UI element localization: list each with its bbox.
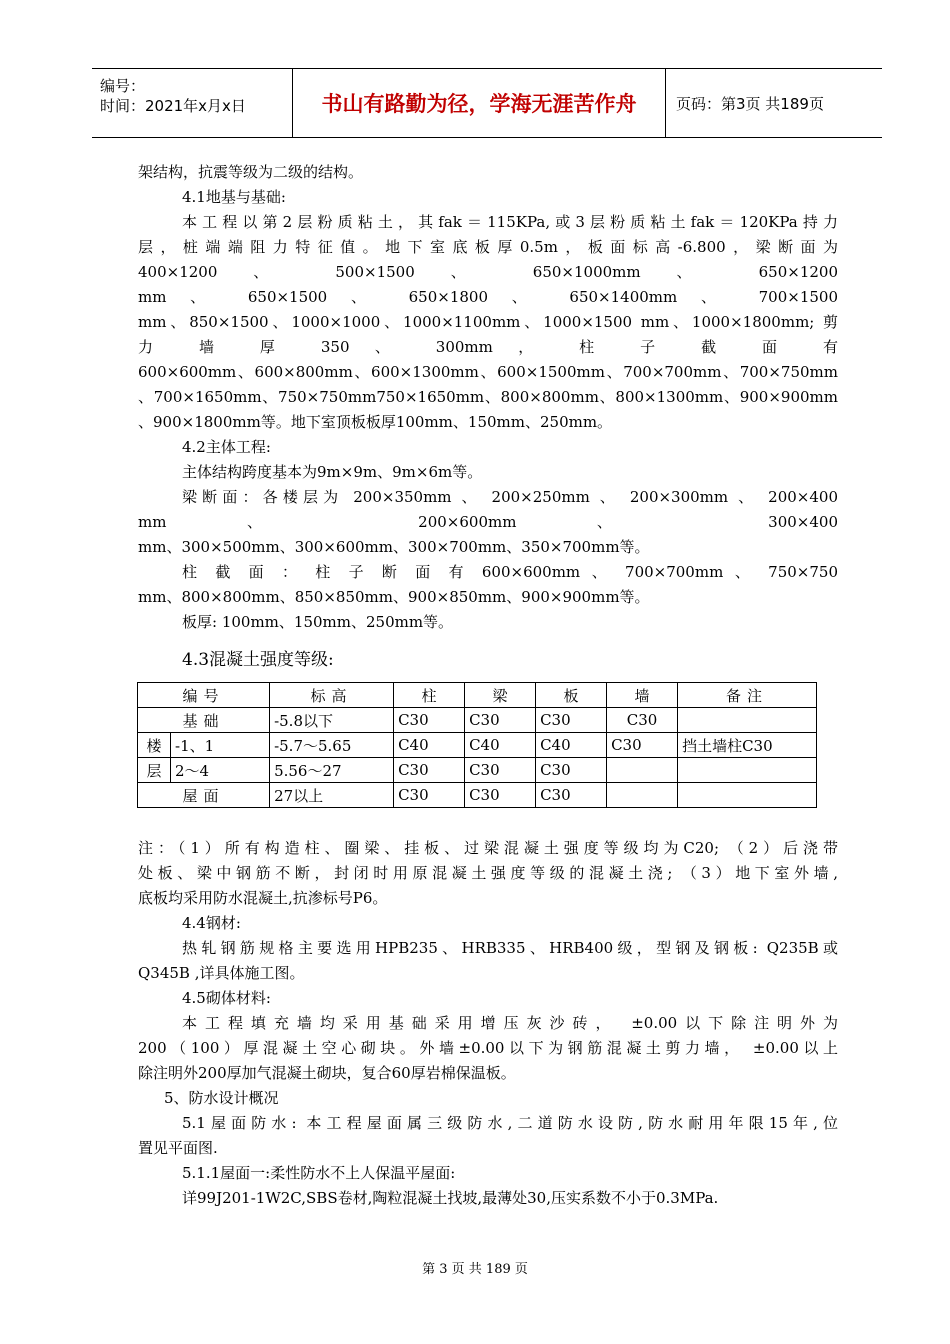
body-line: 、700×1650mm、750×750mm750×1650mm、800×800mm、800×1300mm、900×900mm: [138, 388, 838, 406]
header-motto: 书山有路勤为径，学海无涯苦作舟: [321, 92, 637, 116]
table-cell: C30: [536, 783, 607, 808]
page-footer: 第 3 页 共 189 页: [422, 1262, 528, 1277]
note-line: 底板均采用防水混凝土,抗渗标号P6。: [138, 889, 388, 907]
table-cell: -5.8以下: [270, 708, 394, 733]
section-heading: 4.1地基与基础:: [182, 188, 286, 206]
concrete-grade-table: [137, 682, 817, 808]
table-cell: C40: [465, 733, 536, 758]
table-cell: 楼: [138, 733, 171, 758]
table-cell: C30: [465, 708, 536, 733]
table-cell: C40: [536, 733, 607, 758]
table-row: [138, 733, 817, 758]
table-row: [138, 708, 817, 733]
table-header-cell: 备注: [678, 683, 817, 708]
body-line: 力 墙 厚 350 、 300mm ， 柱 子 截 面 有: [138, 338, 838, 356]
table-cell: [607, 783, 678, 808]
table-cell: C30: [536, 758, 607, 783]
body-line: 详99J201-1W2C,SBS卷材,陶粒混凝土找坡,最薄处30,压实系数不小于0.3MPa.: [182, 1189, 719, 1207]
table-header-row: [138, 683, 817, 708]
section-heading: 5、防水设计概况: [164, 1089, 279, 1107]
table-row: [138, 758, 817, 783]
body-line: mm 、 650×1500 、 650×1800 、 650×1400mm 、 700×1500: [138, 288, 838, 306]
table-row: [138, 783, 817, 808]
header-page-info: 页码：第3页 共189页: [676, 94, 824, 113]
table-cell: C30: [465, 758, 536, 783]
table-cell: C30: [394, 783, 465, 808]
table-cell: [678, 783, 817, 808]
section-heading: 4.3混凝土强度等级:: [182, 650, 334, 670]
body-line: 主体结构跨度基本为9m×9m、9m×6m等。: [182, 463, 483, 481]
table-cell: C30: [394, 708, 465, 733]
body-line: 架结构，抗震等级为二级的结构。: [138, 163, 364, 181]
body-line: 600×600mm、600×800mm、600×1300mm、600×1500mm、700×700mm、700×750mm: [138, 363, 838, 381]
table-header-cell: 标高: [270, 683, 394, 708]
table-header-cell: 柱: [394, 683, 465, 708]
table-cell: 27以上: [270, 783, 394, 808]
table-cell: -5.7～5.65: [270, 733, 394, 758]
table-cell: C30: [536, 708, 607, 733]
header-meta: [92, 69, 292, 137]
table-header-cell: 梁: [465, 683, 536, 708]
body-line: 板厚: 100mm、150mm、250mm等。: [182, 613, 454, 631]
body-line: 200（100）厚混凝土空心砌块。外墙±0.00以下为钢筋混凝土剪力墙， ±0.00以上: [138, 1039, 838, 1057]
body-line: mm、800×800mm、850×850mm、900×850mm、900×900mm等。: [138, 588, 650, 606]
table-header-cell: 墙: [607, 683, 678, 708]
table-cell: C30: [394, 758, 465, 783]
body-line: 、900×1800mm等。地下室顶板板厚100mm、150mm、250mm。: [138, 413, 613, 431]
table-cell: [678, 758, 817, 783]
body-line: 本工程以第2层粉质粘土，其fak＝115KPa,或3层粉质粘土fak＝120KPa持力: [182, 213, 838, 231]
section-heading: 5.1.1屋面一:柔性防水不上人保温平屋面:: [182, 1164, 456, 1182]
body-line: mm、300×500mm、300×600mm、300×700mm、350×700mm等。: [138, 538, 650, 556]
body-line: 400×1200 、 500×1500 、 650×1000mm 、 650×1200: [138, 263, 838, 281]
table-cell: -1、1: [171, 733, 270, 758]
body-line: 本工程填充墙均采用基础采用增压灰沙砖， ±0.00以下除注明外为: [182, 1014, 838, 1032]
table-cell: C30: [607, 733, 678, 758]
table-cell: 层: [138, 758, 171, 783]
body-line: 除注明外200厚加气混凝土砌块，复合60厚岩棉保温板。: [138, 1064, 516, 1082]
body-line: 柱 截 面 ： 柱 子 断 面 有 600×600mm 、 700×700mm 、 750×750: [182, 563, 838, 581]
page-header: [92, 68, 882, 138]
table-cell: 屋面: [138, 783, 270, 808]
number-label: 编号：: [100, 77, 146, 95]
body-line: mm 、 200×600mm 、 300×400: [138, 513, 838, 531]
body-line: Q345B ,详具体施工图。: [138, 964, 305, 982]
time-label: 时间：2021年x月x日: [100, 97, 246, 115]
body-line: mm、850×1500、1000×1000、1000×1100mm、1000×1500 mm、1000×1800mm; 剪: [138, 313, 838, 331]
section-heading: 4.4钢材:: [182, 914, 241, 932]
note-line: 处板、梁中钢筋不断，封闭时用原混凝土强度等级的混凝土浇; （3）地下室外墙,: [138, 864, 838, 882]
body-line: 热轧钢筋规格主要选用HPB235、HRB335、HRB400级，型钢及钢板: Q235B或: [182, 939, 838, 957]
section-heading: 4.5砌体材料:: [182, 989, 271, 1007]
body-line: 梁断面：各楼层为 200×350mm 、 200×250mm 、 200×300mm 、 200×400: [182, 488, 838, 506]
table-cell: 基础: [138, 708, 270, 733]
body-line: 置见平面图.: [138, 1139, 218, 1157]
table-cell: [678, 708, 817, 733]
body-line: 5.1屋面防水: 本工程屋面属三级防水,二道防水设防,防水耐用年限15年,位: [182, 1114, 838, 1132]
table-cell: 5.56～27: [270, 758, 394, 783]
table-cell: C30: [465, 783, 536, 808]
table-cell: 2～4: [171, 758, 270, 783]
table-cell: C30: [607, 708, 678, 733]
body-line: 层，桩端端阻力特征值。地下室底板厚0.5m，板面标高-6.800，梁断面为: [138, 238, 838, 256]
table-header-cell: 编号: [138, 683, 270, 708]
table-header-cell: 板: [536, 683, 607, 708]
note-line: 注：（1）所有构造柱、圈梁、挂板、过梁混凝土强度等级均为C20; （2）后浇带: [138, 839, 838, 857]
table-cell: 挡土墙柱C30: [678, 733, 817, 758]
section-heading: 4.2主体工程:: [182, 438, 271, 456]
table-cell: [607, 758, 678, 783]
table-cell: C40: [394, 733, 465, 758]
